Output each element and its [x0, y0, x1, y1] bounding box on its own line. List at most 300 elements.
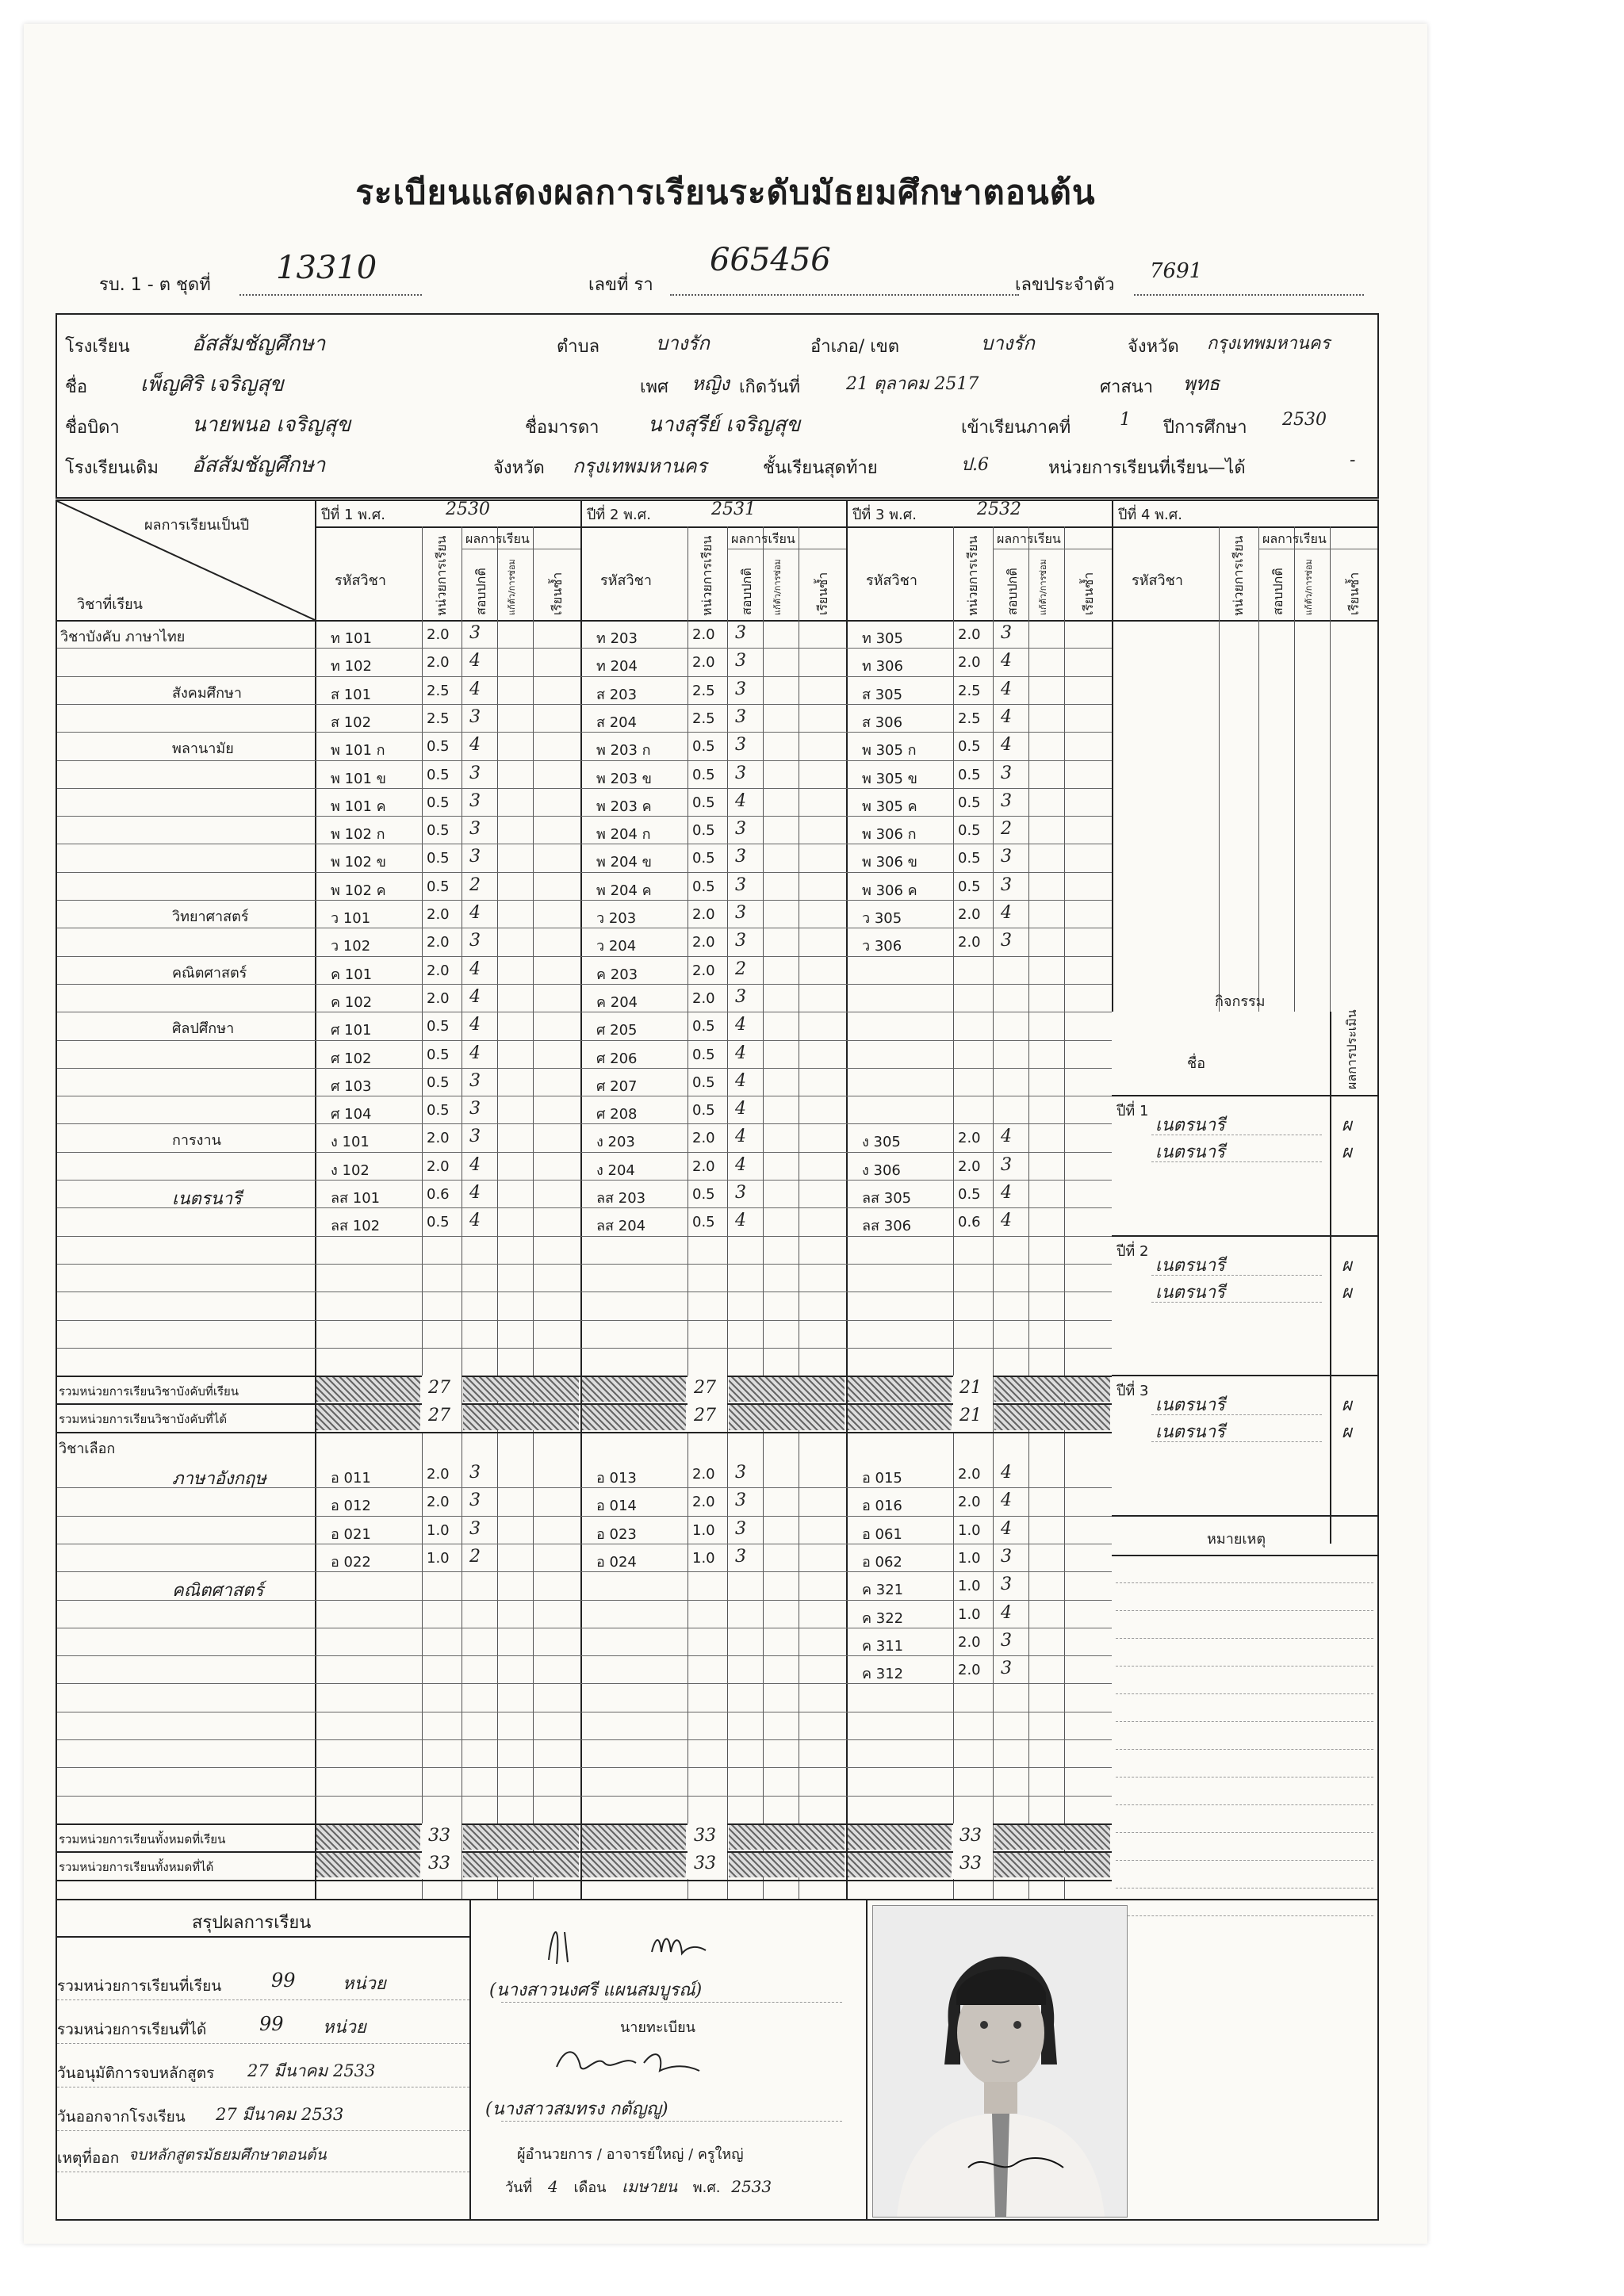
req-code: พ 306 ก [862, 826, 917, 844]
elec-units: 2.0 [958, 1662, 981, 1679]
elec-units: 1.0 [692, 1521, 715, 1539]
elec-subject-0: ภาษาอังกฤษ [172, 1469, 266, 1489]
req-code: ลส 204 [596, 1218, 646, 1235]
elec-units: 2.0 [958, 1633, 981, 1651]
header-repeat: เรียนซ้ำ [1346, 572, 1362, 615]
activity-name: เนตรนารี [1155, 1115, 1225, 1136]
sum-req-passed-value: 27 [428, 1406, 450, 1426]
sum-all-passed-label: รวมหน่วยการเรียนทั้งหมดที่ได้ [59, 1860, 214, 1875]
summary-passed: รวมหน่วยการเรียนที่ได้ 99 หน่วย [57, 2013, 366, 2038]
req-grade: 3 [735, 931, 746, 951]
req-code: พ 203 ค [596, 798, 652, 815]
req-grade: 4 [735, 1211, 746, 1231]
req-units: 2.5 [692, 710, 715, 727]
year-header-4: ปีที่ 4 พ.ศ. [1118, 507, 1182, 523]
elec-units: 1.0 [958, 1578, 981, 1595]
sum-req-taken-label: รวมหน่วยการเรียนวิชาบังคับที่เรียน [59, 1384, 239, 1399]
req-units: 0.5 [958, 850, 981, 867]
req-grade: 4 [469, 959, 481, 979]
req-grade: 3 [469, 623, 481, 643]
req-units: 0.5 [692, 1073, 715, 1091]
elec-grade: 4 [1001, 1518, 1012, 1539]
req-units: 0.5 [692, 794, 715, 811]
elec-code: อ 014 [596, 1498, 637, 1515]
req-subject-20: เนตรนารี [172, 1189, 242, 1209]
req-code: พ 305 ก [862, 742, 917, 760]
req-grade: 4 [735, 1043, 746, 1063]
req-grade: 3 [1001, 847, 1012, 867]
req-code: ว 305 [862, 910, 902, 927]
req-units: 2.0 [427, 906, 450, 923]
corner-header-year: ผลการเรียนเป็นปี [144, 517, 250, 534]
remarks-title: หมายเหตุ [1207, 1530, 1266, 1548]
req-code: ว 204 [596, 938, 637, 955]
req-grade: 2 [735, 959, 746, 979]
req-code: ลส 306 [862, 1218, 912, 1235]
header-units: หน่วยการเรียน [434, 535, 449, 616]
elec-code: อ 011 [331, 1470, 371, 1487]
req-subject-14: ศิลปศึกษา [172, 1020, 235, 1038]
req-code: ง 204 [596, 1161, 635, 1179]
sum-all-taken-value: 33 [694, 1825, 716, 1846]
req-units: 0.5 [427, 850, 450, 867]
activity-name: เนตรนารี [1155, 1142, 1225, 1163]
elec-units: 2.0 [958, 1494, 981, 1511]
req-grade: 4 [469, 1043, 481, 1063]
director-signature [549, 2039, 787, 2087]
summary-title: สรุปผลการเรียน [192, 1913, 312, 1933]
req-code: ศ 206 [596, 1050, 638, 1067]
req-units: 2.5 [427, 710, 450, 727]
req-subject-18: การงาน [172, 1132, 221, 1150]
elec-grade: 4 [1001, 1602, 1012, 1623]
header-code: รหัสวิชา [1132, 572, 1183, 589]
grade-table [56, 499, 1379, 1900]
req-units: 0.5 [692, 766, 715, 783]
corner-header-subject: วิชาที่เรียน [77, 596, 143, 613]
info-row-4: โรงเรียนเดิม อัสสัมชัญศึกษา จังหวัด กรุงเทพมหานคร ชั้นเรียนสุดท้าย ป.6 หน่วยการเรียนที่เรียน—ได้ - [65, 450, 1356, 478]
req-grade: 4 [1001, 903, 1012, 923]
summary-box [57, 1900, 469, 2219]
req-grade: 3 [469, 790, 481, 811]
req-code: ส 203 [596, 686, 638, 703]
req-units: 2.0 [958, 906, 981, 923]
req-code: ส 101 [331, 686, 372, 703]
elec-code: ค 322 [862, 1609, 904, 1627]
header-normal: สอบปกติ [739, 568, 754, 615]
req-code: พ 306 ค [862, 882, 917, 899]
req-code: ส 306 [862, 714, 903, 731]
req-grade: 3 [1001, 1154, 1012, 1175]
req-code: ท 305 [862, 630, 903, 647]
elec-code: อ 016 [862, 1498, 902, 1515]
req-grade: 4 [469, 735, 481, 756]
req-grade: 4 [1001, 706, 1012, 727]
req-grade: 4 [1001, 651, 1012, 672]
header-normal: สอบปกติ [1005, 568, 1020, 615]
elec-grade: 3 [735, 1518, 746, 1539]
req-code: ศ 104 [331, 1106, 372, 1123]
req-units: 2.0 [427, 626, 450, 643]
req-units: 0.6 [427, 1186, 450, 1203]
req-units: 0.5 [958, 766, 981, 783]
req-grade: 4 [469, 986, 481, 1007]
req-code: ศ 102 [331, 1050, 372, 1067]
elec-grade: 4 [1001, 1490, 1012, 1511]
req-units: 0.5 [427, 1018, 450, 1035]
req-units: 0.5 [958, 794, 981, 811]
req-grade: 3 [735, 706, 746, 727]
header-special: แก้ตัว/การซ่อม [772, 559, 783, 615]
req-units: 2.5 [958, 710, 981, 727]
activity-result: ผ [1342, 1422, 1352, 1443]
req-code: ง 102 [331, 1161, 370, 1179]
req-code: ศ 208 [596, 1106, 638, 1123]
elec-units: 2.0 [692, 1494, 715, 1511]
summary-taken: รวมหน่วยการเรียนที่เรียน 99 หน่วย [57, 1969, 386, 1995]
req-units: 0.5 [427, 1046, 450, 1063]
req-units: 0.5 [427, 738, 450, 756]
req-grade: 4 [1001, 735, 1012, 756]
req-code: ท 306 [862, 658, 903, 675]
sum-req-taken-value: 27 [428, 1378, 450, 1399]
req-grade: 3 [469, 1127, 481, 1147]
req-grade: 3 [1001, 623, 1012, 643]
bottom-section [56, 1899, 1379, 2221]
req-code: ว 102 [331, 938, 371, 955]
elective-label: วิชาเลือก [59, 1440, 116, 1457]
req-subject-12: คณิตศาสตร์ [172, 964, 247, 982]
header-result: ผลการเรียน [1262, 531, 1327, 546]
req-code: ท 101 [331, 630, 372, 647]
header-special: แก้ตัว/การซ่อม [1304, 559, 1314, 615]
activity-name: เนตรนารี [1155, 1422, 1225, 1443]
req-units: 0.5 [427, 1214, 450, 1231]
activities-result-header: ผลการประเมิน [1344, 1009, 1359, 1090]
req-code: ค 204 [596, 993, 638, 1011]
sum-req-passed-value: 21 [959, 1406, 982, 1426]
req-grade: 3 [735, 651, 746, 672]
activity-result: ผ [1342, 1115, 1352, 1136]
req-grade: 3 [735, 1183, 746, 1203]
req-code: ท 102 [331, 658, 372, 675]
req-code: พ 204 ก [596, 826, 651, 844]
req-units: 0.5 [427, 1102, 450, 1119]
req-code: พ 101 ก [331, 742, 385, 760]
header-normal: สอบปกติ [1270, 568, 1285, 615]
sum-all-passed-value: 33 [959, 1854, 982, 1874]
activity-name: เนตรนารี [1155, 1255, 1225, 1276]
transcript-sheet [24, 24, 1427, 2244]
no-label: เลขที่ รา [588, 275, 653, 295]
req-units: 2.0 [692, 962, 715, 979]
req-grade: 3 [469, 819, 481, 840]
req-grade: 4 [1001, 1127, 1012, 1147]
req-units: 2.0 [427, 934, 450, 951]
elec-code: อ 015 [862, 1470, 902, 1487]
req-code: ว 101 [331, 910, 371, 927]
director-title: ผู้อำนวยการ / อาจารย์ใหญ่ / ครูใหญ่ [517, 2146, 744, 2163]
req-grade: 3 [735, 986, 746, 1007]
school-name: อัสสัมชัญศึกษา [192, 332, 326, 356]
req-grade: 4 [735, 1154, 746, 1175]
req-grade: 3 [469, 1070, 481, 1091]
req-grade: 3 [735, 903, 746, 923]
req-grade: 4 [735, 1070, 746, 1091]
req-units: 2.5 [692, 682, 715, 699]
sum-req-taken-value: 27 [694, 1378, 716, 1399]
req-units: 2.0 [692, 1158, 715, 1175]
req-units: 0.5 [692, 878, 715, 895]
req-grade: 4 [469, 1211, 481, 1231]
req-code: ลส 305 [862, 1190, 912, 1207]
req-code: ศ 207 [596, 1077, 638, 1095]
req-grade: 4 [469, 1183, 481, 1203]
req-units: 0.5 [427, 794, 450, 811]
req-grade: 3 [469, 706, 481, 727]
registrar-name: (นางสาวนงศรี แผนสมบูรณ์) [489, 1980, 703, 2000]
req-units: 2.0 [692, 1130, 715, 1147]
req-code: ง 306 [862, 1161, 901, 1179]
elec-grade: 3 [469, 1490, 481, 1511]
elec-code: อ 062 [862, 1553, 902, 1571]
req-units: 0.5 [958, 738, 981, 756]
elec-units: 2.0 [958, 1466, 981, 1483]
req-units: 2.0 [427, 654, 450, 672]
elec-units: 1.0 [427, 1521, 450, 1539]
req-grade: 4 [1001, 1183, 1012, 1203]
req-units: 2.0 [958, 626, 981, 643]
header-repeat: เรียนซ้ำ [1081, 572, 1096, 615]
header-code: รหัสวิชา [866, 572, 917, 589]
req-code: ค 101 [331, 966, 373, 983]
req-grade: 4 [1001, 679, 1012, 699]
req-units: 0.5 [427, 1073, 450, 1091]
info-row-3: ชื่อบิดา นายพนอ เจริญสุข ชื่อมารดา นางสุรีย์ เจริญสุข เข้าเรียนภาคที่ 1 ปีการศึกษา 2530 [65, 410, 1327, 438]
activity-result: ผ [1342, 1282, 1352, 1303]
year-value-3: 2532 [977, 499, 1021, 519]
req-code: ท 203 [596, 630, 638, 647]
form-label: รบ. 1 - ต ชุดที่ [99, 275, 211, 295]
req-grade: 4 [735, 1015, 746, 1035]
activities-title: กิจกรรม [1215, 993, 1266, 1011]
page-title: ระเบียนแสดงผลการเรียนระดับมัธยมศึกษาตอนต้น [355, 173, 1096, 212]
req-grade: 3 [1001, 874, 1012, 895]
req-code: ว 306 [862, 938, 902, 955]
req-grade: 4 [735, 790, 746, 811]
req-subject-0: วิชาบังคับ ภาษาไทย [60, 629, 186, 645]
header-result: ผลการเรียน [465, 531, 530, 546]
registrar-signature [533, 1916, 771, 1972]
elec-code: อ 022 [331, 1553, 371, 1571]
req-code: ลส 101 [331, 1190, 381, 1207]
req-grade: 4 [469, 903, 481, 923]
req-subject-4: พลานามัย [172, 740, 234, 758]
req-units: 0.5 [692, 1214, 715, 1231]
req-units: 2.5 [427, 682, 450, 699]
activity-result: ผ [1342, 1142, 1352, 1163]
req-code: พ 102 ข [331, 854, 386, 871]
elec-units: 1.0 [958, 1521, 981, 1539]
req-code: ส 305 [862, 686, 903, 703]
req-units: 2.0 [427, 989, 450, 1007]
req-grade: 3 [735, 763, 746, 783]
sum-all-taken-label: รวมหน่วยการเรียนทั้งหมดที่เรียน [59, 1831, 226, 1846]
elec-code: ค 311 [862, 1637, 904, 1655]
elec-units: 1.0 [427, 1549, 450, 1567]
header-units: หน่วยการเรียน [699, 535, 714, 616]
req-grade: 3 [1001, 931, 1012, 951]
elec-units: 2.0 [427, 1466, 450, 1483]
req-grade: 4 [735, 1099, 746, 1119]
req-code: พ 306 ข [862, 854, 917, 871]
req-grade: 4 [469, 1154, 481, 1175]
req-code: พ 204 ค [596, 882, 652, 899]
req-code: ลส 102 [331, 1218, 381, 1235]
req-units: 2.0 [958, 654, 981, 672]
year-value-1: 2530 [446, 499, 490, 519]
sum-req-taken-value: 21 [959, 1378, 982, 1399]
req-code: พ 101 ข [331, 770, 386, 787]
record-number: 665456 [710, 242, 831, 278]
registrar-title: นายทะเบียน [620, 2019, 695, 2036]
elec-code: ค 312 [862, 1666, 904, 1683]
req-code: ส 204 [596, 714, 638, 731]
req-units: 2.0 [958, 1130, 981, 1147]
req-units: 2.0 [692, 626, 715, 643]
req-units: 2.0 [692, 906, 715, 923]
elec-units: 1.0 [958, 1605, 981, 1623]
year-header-2: ปีที่ 2 พ.ศ. [587, 507, 651, 523]
summary-left-school: วันออกจากโรงเรียน 27 มีนาคม 2533 [57, 2105, 344, 2126]
req-grade: 3 [735, 847, 746, 867]
elec-subject-4: คณิตศาสตร์ [172, 1581, 264, 1601]
req-code: ค 102 [331, 993, 373, 1011]
sum-req-passed-label: รวมหน่วยการเรียนวิชาบังคับที่ได้ [59, 1412, 228, 1427]
director-name: (นางสาวสมทรง กตัญญู) [485, 2099, 668, 2119]
elec-grade: 3 [469, 1463, 481, 1483]
req-code: พ 305 ข [862, 770, 917, 787]
req-units: 0.5 [692, 1186, 715, 1203]
req-grade: 3 [735, 623, 746, 643]
header-code: รหัสวิชา [335, 572, 386, 589]
req-units: 0.5 [427, 822, 450, 840]
req-grade: 2 [1001, 819, 1012, 840]
req-units: 0.5 [427, 766, 450, 783]
info-row-2: ชื่อ เพ็ญศิริ เจริญสุข เพศ หญิง เกิดวันที่ 21 ตุลาคม 2517 ศาสนา พุทธ [65, 373, 1385, 403]
req-grade: 3 [469, 931, 481, 951]
req-grade: 3 [469, 847, 481, 867]
req-grade: 3 [1001, 790, 1012, 811]
req-units: 2.5 [958, 682, 981, 699]
year-value-2: 2531 [711, 499, 756, 519]
student-id: 7691 [1150, 259, 1203, 283]
req-units: 0.5 [958, 822, 981, 840]
header-special: แก้ตัว/การซ่อม [1038, 559, 1048, 615]
sum-req-passed-value: 27 [694, 1406, 716, 1426]
req-code: พ 101 ค [331, 798, 386, 815]
req-code: ศ 101 [331, 1022, 372, 1039]
activity-year-2: ปีที่ 2 [1116, 1242, 1149, 1260]
req-units: 2.0 [958, 934, 981, 951]
student-info-box [56, 313, 1379, 499]
elec-code: อ 021 [331, 1525, 371, 1543]
req-units: 2.0 [427, 962, 450, 979]
req-subject-10: วิทยาศาสตร์ [172, 909, 249, 925]
summary-reason: เหตุที่ออก จบหลักสูตรมัธยมศึกษาตอนต้น [57, 2146, 327, 2167]
sum-all-passed-value: 33 [428, 1854, 450, 1874]
student-name: เพ็ญศิริ เจริญสุข [140, 373, 284, 396]
req-grade: 3 [1001, 763, 1012, 783]
header-special: แก้ตัว/การซ่อม [507, 559, 517, 615]
req-code: ว 203 [596, 910, 637, 927]
sum-all-taken-value: 33 [428, 1825, 450, 1846]
elec-grade: 3 [1001, 1659, 1012, 1679]
req-units: 0.5 [692, 822, 715, 840]
req-grade: 4 [469, 679, 481, 699]
req-grade: 3 [735, 735, 746, 756]
req-grade: 3 [469, 1099, 481, 1119]
req-units: 0.5 [692, 1018, 715, 1035]
req-grade: 4 [735, 1127, 746, 1147]
req-units: 0.5 [958, 1186, 981, 1203]
req-units: 0.5 [692, 738, 715, 756]
req-code: พ 305 ค [862, 798, 917, 815]
req-units: 2.0 [427, 1130, 450, 1147]
req-units: 0.5 [692, 1102, 715, 1119]
req-code: พ 203 ข [596, 770, 652, 787]
req-subject-2: สังคมศึกษา [172, 684, 242, 702]
elec-grade: 3 [469, 1518, 481, 1539]
req-code: พ 204 ข [596, 854, 652, 871]
req-grade: 3 [735, 874, 746, 895]
req-grade: 2 [469, 874, 481, 895]
header-repeat: เรียนซ้ำ [550, 572, 565, 615]
activity-year-1: ปีที่ 1 [1116, 1103, 1149, 1120]
req-units: 0.5 [427, 878, 450, 895]
req-code: พ 102 ค [331, 882, 386, 899]
req-code: ศ 205 [596, 1022, 638, 1039]
req-grade: 3 [469, 763, 481, 783]
header-repeat: เรียนซ้ำ [815, 572, 830, 615]
activity-result: ผ [1342, 1255, 1352, 1276]
req-grade: 3 [735, 679, 746, 699]
info-row-1: โรงเรียน อัสสัมชัญศึกษา ตำบล บางรัก อำเภอ/ เขต บางรัก จังหวัด กรุงเทพมหานคร [65, 332, 1385, 362]
student-photo [872, 1905, 1128, 2218]
req-code: ส 102 [331, 714, 372, 731]
activity-result: ผ [1342, 1395, 1352, 1416]
issue-date: วันที่ 4 เดือน เมษายน พ.ศ. 2533 [505, 2177, 772, 2196]
elec-grade: 3 [1001, 1546, 1012, 1567]
elec-grade: 3 [735, 1490, 746, 1511]
req-grade: 3 [735, 819, 746, 840]
elec-units: 2.0 [692, 1466, 715, 1483]
activity-name: เนตรนารี [1155, 1395, 1225, 1416]
header-result: ผลการเรียน [731, 531, 795, 546]
header-code: รหัสวิชา [600, 572, 652, 589]
elec-code: อ 012 [331, 1498, 371, 1515]
header-units: หน่วยการเรียน [1231, 535, 1246, 616]
req-units: 0.5 [692, 850, 715, 867]
sum-all-taken-value: 33 [959, 1825, 982, 1846]
date-of-birth: 21 ตุลาคม 2517 [846, 374, 979, 394]
activities-name-header: ชื่อ [1187, 1055, 1206, 1073]
elec-grade: 4 [1001, 1463, 1012, 1483]
req-grade: 4 [469, 651, 481, 672]
req-units: 0.5 [692, 1046, 715, 1063]
req-units: 2.0 [692, 654, 715, 672]
summary-approved: วันอนุมัติการจบหลักสูตร 27 มีนาคม 2533 [57, 2061, 376, 2082]
